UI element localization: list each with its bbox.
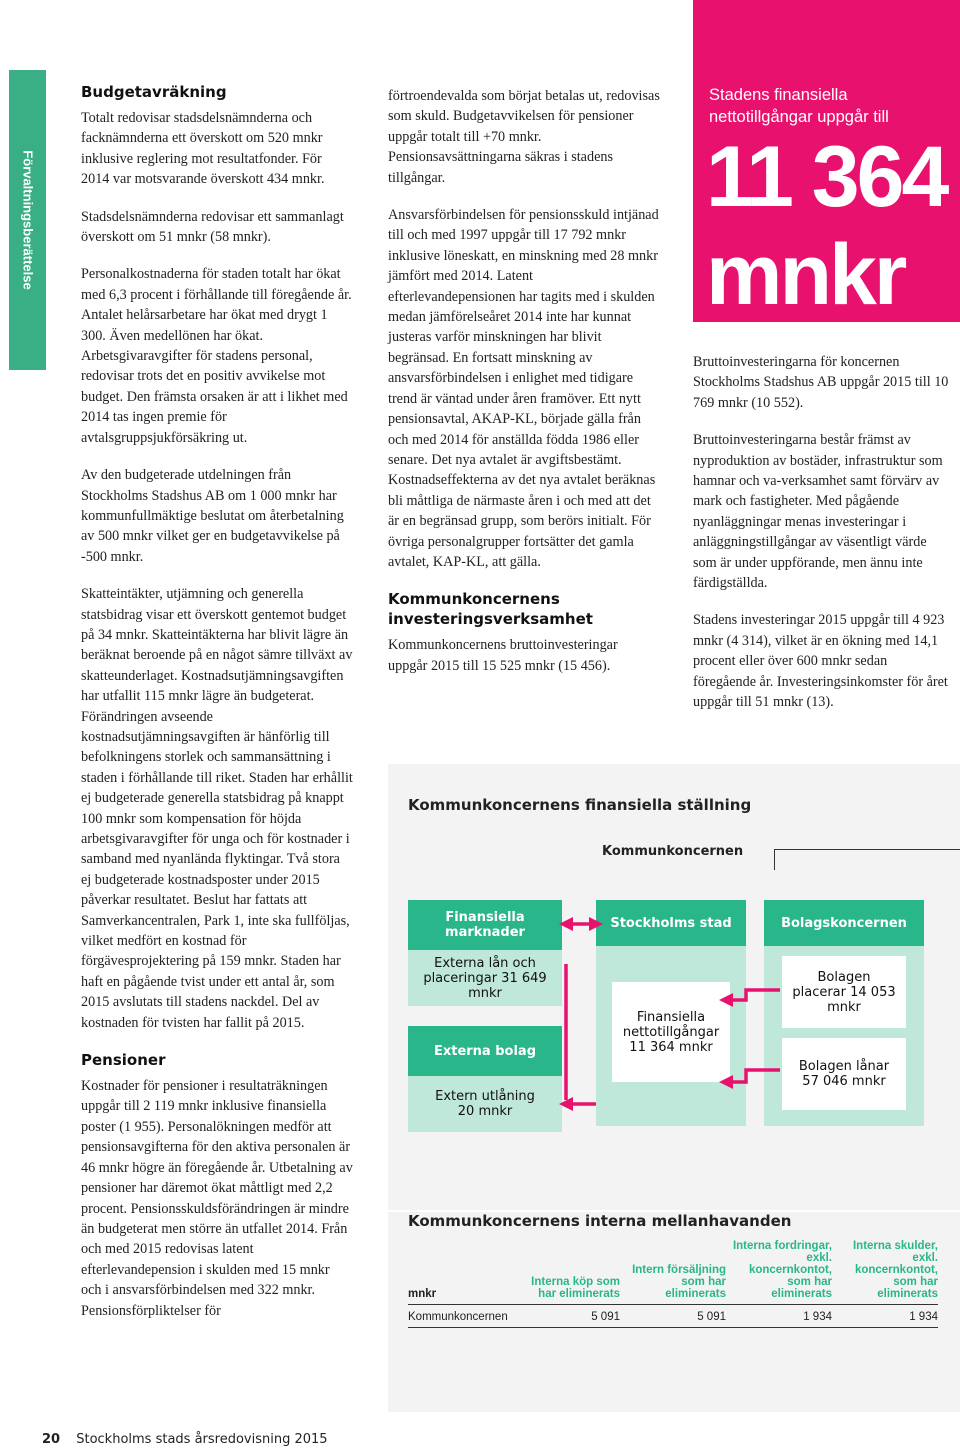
companies-borrow-box: Bolagen lånar 57 046 mnkr	[782, 1038, 906, 1110]
highlight-box	[693, 0, 960, 322]
internal-balances-table	[408, 1240, 938, 1328]
table-cell: 5 091	[620, 1305, 726, 1328]
paragraph: förtroendevalda som börjat betalas ut, redovisas som skuld. Budgetavvikelsen för pensioner uppgår totalt till +70 mnkr. Pensionsavsättningarna säkras i stadens tillgångar.	[388, 88, 660, 186]
page-footer	[42, 1432, 328, 1447]
external-loans-box: Externa lån och placeringar 31 649 mnkr	[408, 950, 562, 1006]
highlight-caption: Stadens finansiella nettotillgångar uppgår till	[709, 86, 889, 126]
table-cell: 5 091	[524, 1305, 620, 1328]
city-box: Stockholms stad	[596, 900, 746, 946]
column-header: Interna köp som har eliminerats	[524, 1240, 620, 1305]
companies-invest-box: Bolagen placerar 14 053 mnkr	[782, 956, 906, 1028]
external-lending-box: Extern utlåning 20 mnkr	[408, 1076, 562, 1132]
column-1	[81, 82, 353, 1338]
table-row	[408, 1305, 938, 1328]
highlight-value	[706, 128, 946, 324]
diagram-subtitle: Kommunkoncernen	[602, 844, 744, 859]
column-header: Interna skulder, exkl. koncernkontot, som har eliminerats	[832, 1240, 938, 1305]
paragraph: Personalkostnaderna för staden totalt har ökat med 6,3 procent i förhållande till föregående år. Antalet helårsarbetare har ökat med drygt 1 300. Även medellönen har ökat. Arbetsgivaravgifter för stadens personal, redovisar trots det en positiv avvikelse mot budget. Den främsta orsaken är att i likhet med 2014 tas ingen premie för avtalsgruppsjukförsäkring ut.	[81, 266, 352, 446]
paragraph: Kommunkoncernens bruttoinvesteringar uppgår 2015 till 15 525 mnkr (15 456).	[388, 637, 618, 674]
table-header-row	[408, 1240, 938, 1305]
table-cell: 1 934	[726, 1305, 832, 1328]
table-cell: Kommunkoncernen	[408, 1305, 524, 1328]
page-number: 20	[42, 1432, 61, 1447]
table-title: Kommunkoncernens interna mellanhavanden	[408, 1212, 792, 1230]
group-box: Bolagskoncernen	[764, 900, 924, 946]
paragraph: Bruttoinvesteringarna för koncernen Stockholms Stadshus AB uppgår 2015 till 10 769 mnkr (10 552).	[693, 354, 949, 411]
section-tab-label: Förvaltningsberättelse	[20, 150, 35, 290]
paragraph: Bruttoinvesteringarna består främst av nyproduktion av bostäder, infrastruktur som hamnar och va-verksamhet samt förvärv av mark och fastigheter. Med pågående nyanläggningar menas investeringar i anläggningstillgångar av väsentligt värde som är under uppförande, men ännu inte färdigställda.	[693, 432, 943, 592]
arrow-city-group-bottom	[726, 1070, 780, 1082]
paragraph: Stadsdelsnämnderna redovisar ett sammanlagt överskott om 51 mnkr (58 mnkr).	[81, 208, 344, 246]
diagram-arrows	[388, 764, 960, 1210]
heading-budget: Budgetavräkning	[81, 83, 227, 101]
financial-position-diagram	[388, 764, 960, 1210]
paragraph: Skatteintäkter, utjämning och generella statsbidrag visar ett överskott gentemot budget på 34 mnkr. Skatteintäkterna har blivit lägre än beräknat beroende på en något sämre tillväxt av skatteunderlaget. Kostnadsutjämningsavgiften har utfallit 115 mnkr lägre än budgeterat. Förändringen avseende kostnadsutjämningsavgiften är hänförlig till befolkningens storlek och sammansättning i staden i förhållande till riket. Staden har erhållit ej budgeterade generella statsbidrag på knappt 100 mnkr som kompensation för höjda arbetsgivaravgifter för unga och för kostnader i samband med nyanlända flyktingar. Två stora ej budgeterade kostnadsposter under 2015 påverkar resultatet. Beslut har fattats att Samverkancentralen, Park 1, inte ska fullföljas, vilket medfört en kostnad för förgävesprojektering på 159 mnkr. Staden har haft en pågående tvist under ett antal år, som 2015 avslutats till stadens nackdel. Del av kostnaden för tvisten har fallit på 2015.	[81, 586, 353, 1031]
heading-pension: Pensioner	[81, 1051, 166, 1070]
table-cell: 1 934	[832, 1305, 938, 1328]
highlight-number: 11 364	[706, 129, 947, 225]
column-3	[693, 352, 953, 730]
financial-markets-box: Finansiella marknader	[408, 900, 562, 950]
net-assets-box: Finansiella nettotillgångar 11 364 mnkr	[612, 982, 730, 1082]
heading-investment: Kommunkoncernens investeringsverksamhet	[388, 590, 593, 629]
section-tab	[9, 70, 46, 370]
column-header: Interna fordringar, exkl. koncernkontot, som har eliminerats	[726, 1240, 832, 1305]
external-companies-box: Externa bolag	[408, 1026, 562, 1076]
diagram-title: Kommunkoncernens finansiella ställning	[408, 796, 752, 814]
highlight-unit: mnkr	[706, 227, 905, 323]
column-header: mnkr	[408, 1240, 524, 1305]
publication-name: Stockholms stads årsredovisning 2015	[76, 1432, 328, 1447]
paragraph: Totalt redovisar stadsdelsnämnderna och facknämnderna ett överskott om 520 mnkr inklusive reglering mot resultatfonder. För 2014 var motsvarande överskott 434 mnkr.	[81, 110, 325, 188]
paragraph: Av den budgeterade utdelningen från Stockholms Stadshus AB om 1 000 mnkr har kommunfullmäktige beslutat om återbetalning av 500 mnkr vilket ger en budgetavvikelse på -500 mnkr.	[81, 467, 344, 565]
paragraph: Stadens investeringar 2015 uppgår till 4 923 mnkr (4 314), vilket är en ökning med 14,1 procent eller över 600 mnkr sedan föregående år. Investeringsinkomster för året uppgår till 51 mnkr (13).	[693, 612, 948, 711]
column-header: Intern försäljning som har eliminerats	[620, 1240, 726, 1305]
column-2	[388, 86, 660, 693]
paragraph: Kostnader för pensioner i resultaträkningen uppgår till 2 119 mnkr inklusive finansiella poster (1 955). Personalökningen medför att pensionsavgifterna för den aktiva personalen är 46 mnkr högre än föregående år. Utbetalning av pensioner har däremot ökat måttligt med 2,2 procent. Pensionsskuldsförändringen är mindre än budgeterat men större än utfallet 2014. Från och med 2015 redovisas latent efterlevandepension i skulden med 15 mnkr och i ansvarsförbindelsen med 322 mnkr. Pensionsförpliktelser för	[81, 1078, 353, 1319]
paragraph: Ansvarsförbindelsen för pensionsskuld intjänad till och med 1997 uppgår till 17 792 mnkr inklusive löneskatt, en minskning med 28 mnkr jämfört med 2014. Latent efterlevandepensionen har tagits med i skulden medan jämförelseåret 2014 inte har kunnat justeras varför minskningen har blivit begränsad. En fortsatt minskning av ansvarsförbindelsen i enlighet med tidigare trend är väntad under åren framöver. Ett nytt pensionsavtal, AKAP-KL, började gälla från och med 2014 för anställda födda 1986 eller senare. Det nya avtalet är avgiftsbestämt. Kostnadseffekterna av det nya avtalet beräknas bli måttliga de närmaste åren i och med att det är en begränsad grupp, som berörs initialt. För övriga personalgrupper fortsätter det gamla avtalet, KAP-KL, att gälla.	[388, 207, 659, 570]
arrow-city-group-top	[726, 990, 780, 1000]
internal-balances-section	[388, 1212, 960, 1412]
